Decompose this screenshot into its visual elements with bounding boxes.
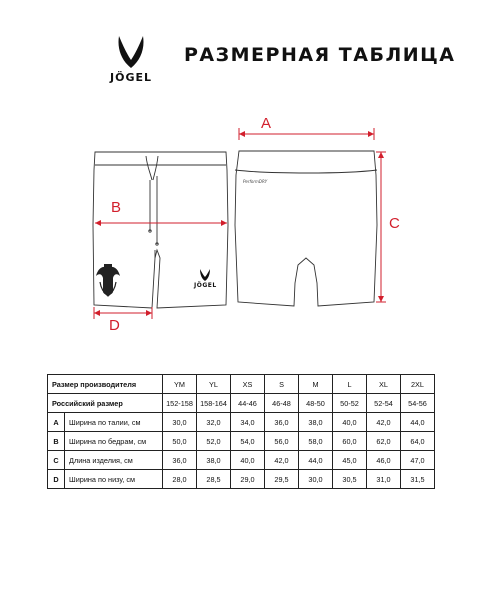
table-row bbox=[48, 432, 435, 451]
value-cell: 31,0 bbox=[367, 470, 401, 489]
label-c: C bbox=[389, 215, 400, 232]
row-letter: B bbox=[48, 432, 65, 451]
value-cell: 30,0 bbox=[163, 413, 197, 432]
row-label: Ширина по бедрам, см bbox=[65, 432, 163, 451]
manufacturer-size-row bbox=[48, 375, 435, 394]
measurement-a bbox=[239, 128, 374, 140]
russian-size-row bbox=[48, 394, 435, 413]
value-cell: 36,0 bbox=[163, 451, 197, 470]
size-cell: 52-54 bbox=[367, 394, 401, 413]
row-label: Ширина по талии, см bbox=[65, 413, 163, 432]
size-cell: 46-48 bbox=[265, 394, 299, 413]
size-cell: 54-56 bbox=[401, 394, 435, 413]
value-cell: 28,5 bbox=[197, 470, 231, 489]
size-cell: 2XL bbox=[401, 375, 435, 394]
value-cell: 36,0 bbox=[265, 413, 299, 432]
size-cell: YL bbox=[197, 375, 231, 394]
size-cell: M bbox=[299, 375, 333, 394]
row-letter: A bbox=[48, 413, 65, 432]
value-cell: 29,5 bbox=[265, 470, 299, 489]
label-a: A bbox=[261, 115, 272, 132]
value-cell: 47,0 bbox=[401, 451, 435, 470]
size-cell: 44-46 bbox=[231, 394, 265, 413]
value-cell: 42,0 bbox=[265, 451, 299, 470]
size-cell: S bbox=[265, 375, 299, 394]
value-cell: 52,0 bbox=[197, 432, 231, 451]
manufacturer-size-label: Размер производителя bbox=[48, 375, 163, 394]
value-cell: 40,0 bbox=[333, 413, 367, 432]
size-cell: XL bbox=[367, 375, 401, 394]
value-cell: 60,0 bbox=[333, 432, 367, 451]
value-cell: 30,0 bbox=[299, 470, 333, 489]
row-label: Длина изделия, см bbox=[65, 451, 163, 470]
value-cell: 58,0 bbox=[299, 432, 333, 451]
value-cell: 44,0 bbox=[299, 451, 333, 470]
size-cell: XS bbox=[231, 375, 265, 394]
value-cell: 34,0 bbox=[231, 413, 265, 432]
value-cell: 50,0 bbox=[163, 432, 197, 451]
measurement-d bbox=[94, 307, 152, 319]
value-cell: 44,0 bbox=[401, 413, 435, 432]
garment-logo-text: JÖGEL bbox=[194, 282, 217, 289]
size-cell: 152-158 bbox=[163, 394, 197, 413]
value-cell: 42,0 bbox=[367, 413, 401, 432]
row-label: Ширина по низу, см bbox=[65, 470, 163, 489]
size-cell: 48-50 bbox=[299, 394, 333, 413]
value-cell: 38,0 bbox=[197, 451, 231, 470]
russian-size-label: Российский размер bbox=[48, 394, 163, 413]
table-row bbox=[48, 470, 435, 489]
label-d: D bbox=[109, 317, 120, 334]
value-cell: 29,0 bbox=[231, 470, 265, 489]
value-cell: 64,0 bbox=[401, 432, 435, 451]
fabric-label: PerformDRY bbox=[243, 179, 268, 184]
value-cell: 62,0 bbox=[367, 432, 401, 451]
page-title: РАЗМЕРНАЯ ТАБЛИЦА bbox=[184, 44, 456, 66]
value-cell: 30,5 bbox=[333, 470, 367, 489]
size-cell: YM bbox=[163, 375, 197, 394]
size-table bbox=[47, 374, 435, 489]
brand-name: JÖGEL bbox=[110, 71, 152, 84]
shorts-back-drawing bbox=[235, 151, 377, 306]
value-cell: 56,0 bbox=[265, 432, 299, 451]
measurement-c bbox=[376, 152, 386, 302]
value-cell: 40,0 bbox=[231, 451, 265, 470]
size-cell: 158-164 bbox=[197, 394, 231, 413]
value-cell: 38,0 bbox=[299, 413, 333, 432]
value-cell: 32,0 bbox=[197, 413, 231, 432]
row-letter: D bbox=[48, 470, 65, 489]
value-cell: 45,0 bbox=[333, 451, 367, 470]
value-cell: 46,0 bbox=[367, 451, 401, 470]
row-letter: C bbox=[48, 451, 65, 470]
value-cell: 31,5 bbox=[401, 470, 435, 489]
value-cell: 54,0 bbox=[231, 432, 265, 451]
table-row bbox=[48, 451, 435, 470]
size-cell: 50-52 bbox=[333, 394, 367, 413]
label-b: B bbox=[111, 199, 122, 216]
value-cell: 28,0 bbox=[163, 470, 197, 489]
table-row bbox=[48, 413, 435, 432]
size-cell: L bbox=[333, 375, 367, 394]
